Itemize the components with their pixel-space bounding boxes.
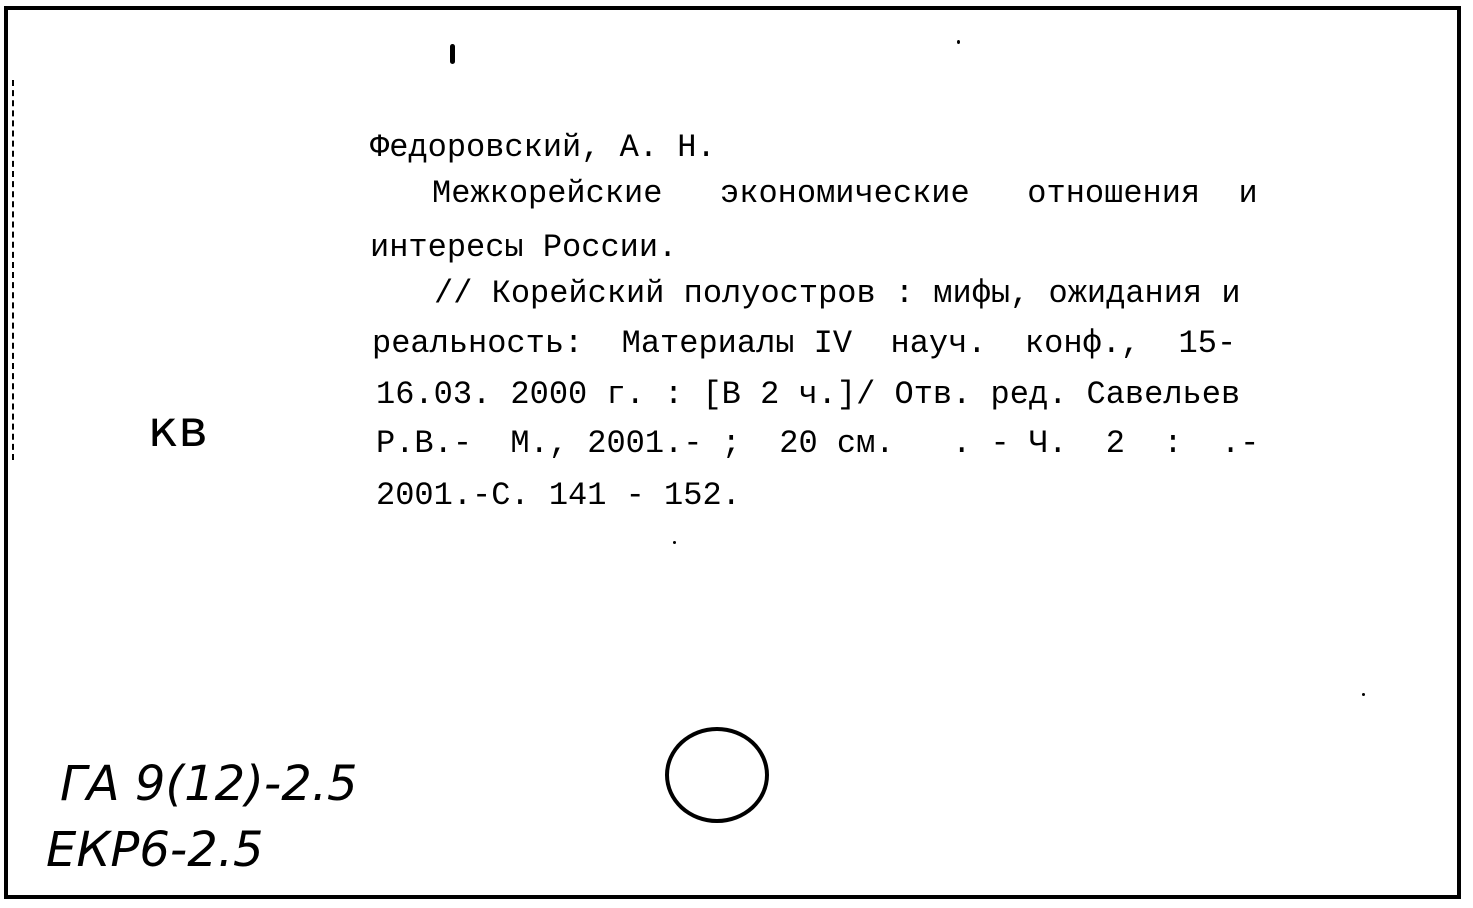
- card-punch-hole: [665, 727, 769, 823]
- source-line-2: реальность: Материалы IV науч. конф., 15-: [372, 325, 1237, 362]
- card-edge-dashes: [12, 80, 14, 460]
- source-line-4: Р.В.- М., 2001.- ; 20 см. . - Ч. 2 : .-: [376, 425, 1260, 462]
- speck-top-1: [450, 44, 455, 64]
- title-line-1: Межкорейские экономические отношения и: [432, 175, 1258, 212]
- handwritten-shelf-code-1: ГА 9(12)-2.5: [60, 756, 358, 812]
- author-line: Федоровский, А. Н.: [370, 129, 716, 166]
- handwritten-shelf-code-2: ЕКР6-2.5: [46, 822, 264, 878]
- speck-mid: [673, 541, 676, 544]
- source-line-3: 16.03. 2000 г. : [В 2 ч.]/ Отв. ред. Савельев: [376, 376, 1241, 413]
- speck-top-2: [957, 40, 960, 44]
- source-line-5: 2001.-С. 141 - 152.: [376, 477, 741, 514]
- speck-right: [1362, 693, 1365, 696]
- handwritten-side-mark: кв: [148, 400, 208, 458]
- title-line-2: интересы России.: [370, 229, 678, 266]
- source-line-1: // Корейский полуостров : мифы, ожидания и: [434, 275, 1241, 312]
